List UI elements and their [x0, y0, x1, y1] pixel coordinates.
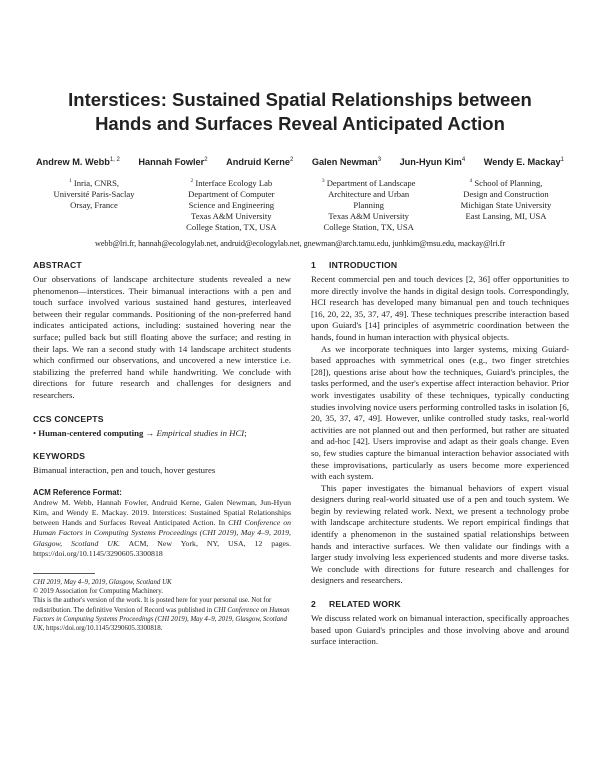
- related-work-paragraph: We discuss related work on bimanual interaction, specifically approaches based upon Guiard's principles and those involving above and around surface interaction.: [311, 613, 569, 647]
- author: Galen Newman$^3$: [311, 157, 382, 168]
- introduction-paragraph: This paper investigates the bimanual behaviors of expert visual designers during real-world situated use of a pen and touch system. We begin by reviewing related work. Next, we present a technology probe with landscape architecture students. We report empirical findings that identify a phenomenon in the sustained spatial relationships between hands and interactive surfaces. We then validate our findings with a larger study involving less experienced students and more diverse tasks. We conclude with directions for future research and challenges for designers and researchers.: [311, 482, 569, 586]
- right-column: [311, 259, 569, 648]
- footnote: CHI 2019, May 4–9, 2019, Glasgow, Scotland UK © 2019 Association for Computing Machinery. This is the author's version of the work. It is posted here for your personal use. Not for redistribution. The definitive Version of Record was published in CHI Conference on Human Factors in Computing Systems Proceedings (CHI 2019), May 4–9, 2019, Glasgow, Scotland UK, https://doi.org/10.1145/3290605.3300818.: [33, 578, 290, 632]
- author-emails: webb@lri.fr, hannah@ecologylab.net, andruid@ecologylab.net, gnewman@arch.tamu.edu, junhkim@msu.edu, mackay@lri.fr: [94, 239, 506, 248]
- acm-reference-heading: ACM Reference Format:: [33, 487, 122, 497]
- author: Andruid Kerne$^2$: [226, 157, 294, 168]
- keywords-text: Bimanual interaction, pen and touch, hover gestures: [33, 465, 216, 476]
- footnote-rule: [33, 573, 95, 574]
- acm-reference-text: Andrew M. Webb, Hannah Fowler, Andruid Kerne, Galen Newman, Jun-Hyun Kim, and Wendy E. Mackay. 2019. Interstices: Sustained Spatial Relationships between Hands and Surfaces Reveal Anticipated Action. In CHI Conference on Human Factors in Computing Systems Proceedings (CHI 2019), May 4–9, 2019, Glasgow, Scotland UK. ACM, New York, NY, USA, 12 pages. https://doi.org/10.1145/3290605.3300818: [33, 497, 291, 558]
- author: Wendy E. Mackay$^1$: [483, 157, 564, 168]
- author-list: [36, 157, 564, 167]
- related-work-heading: 2 RELATED WORK: [311, 599, 401, 610]
- affiliation-list: [30, 176, 570, 233]
- author: Hannah Fowler$^2$: [138, 157, 208, 168]
- author: Andrew M. Webb$^{1, 2}$: [36, 157, 120, 168]
- abstract-text: Our observations of landscape architecture students revealed a new phenomenon—interstices. Their bimanual interactions with a pen and touch surface involved various sustained hand gestures, interleaved between their regular commands. Positioning of the non-preferred hand indicates anticipated actions, including: sustained hovering near the surface; pulled back but still floating above the surface; and resting in their laps. We ran a second study with 14 landscape architect students which confirmed our observations, and uncovered a new interstice i.e. stabilizing the preferred hand while handwriting. We conclude with directions for future research and challenges for designers and researchers.: [33, 274, 291, 400]
- affiliation: $^3$ Department of Landscape Architecture and Urban Planning Texas A&M University College Station, TX, USA: [321, 177, 416, 232]
- paper-title: Interstices: Sustained Spatial Relationships between Hands and Surfaces Reveal Anticipated Action: [68, 89, 532, 134]
- introduction-heading: 1 INTRODUCTION: [311, 260, 398, 270]
- introduction-paragraph: As we incorporate techniques into larger systems, mixing Guiard-based approaches with symmetrical ones (e.g., two finger stretchies [28]), questions arise about how the techniques, Guiard's principles, the tasks performed, and the user's expertise affect interaction behavior. Prior work investigates usability of these techniques, typically conducting studies involving novice users performing controlled tasks in isolation [6, 20, 35, 37, 47, 49]. However, unlike controlled study tasks, real-world activities are not planned out and then performed, but rather are situated and ad-hoc [42]. Users improvise and adapt as their goals change. Even so, few studies capture the bimanual interaction behavior associated with these improvisations, particularly as users become more experienced with each system.: [311, 343, 569, 482]
- affiliation: $^2$ Interface Ecology Lab Department of Computer Science and Engineering Texas A&M University College Station, TX, USA: [186, 177, 277, 232]
- left-column: [33, 259, 291, 633]
- abstract-heading: ABSTRACT: [33, 260, 82, 270]
- affiliation: $^1$ Inria, CNRS, Université Paris-Saclay Orsay, France: [53, 177, 135, 210]
- introduction-paragraph: Recent commercial pen and touch devices [2, 36] offer opportunities to more directly involve the hands in digital design tools. Correspondingly, HCI research has developed many bimanual pen and touch techniques [16, 20, 22, 35, 37, 47, 49]. These techniques prescribe interaction based upon Guiard's [14] principles of asymmetric coordination between the hands, found in human interaction with physical objects.: [311, 274, 569, 342]
- affiliation: $^4$ School of Planning, Design and Construction Michigan State University East Lansing, MI, USA: [460, 177, 552, 221]
- ccs-concepts: • Human-centered computing → Empirical studies in HCI;: [33, 427, 247, 438]
- ccs-heading: CCS CONCEPTS: [33, 413, 104, 424]
- keywords-heading: KEYWORDS: [33, 451, 86, 462]
- author: Jun-Hyun Kim$^4$: [399, 157, 466, 168]
